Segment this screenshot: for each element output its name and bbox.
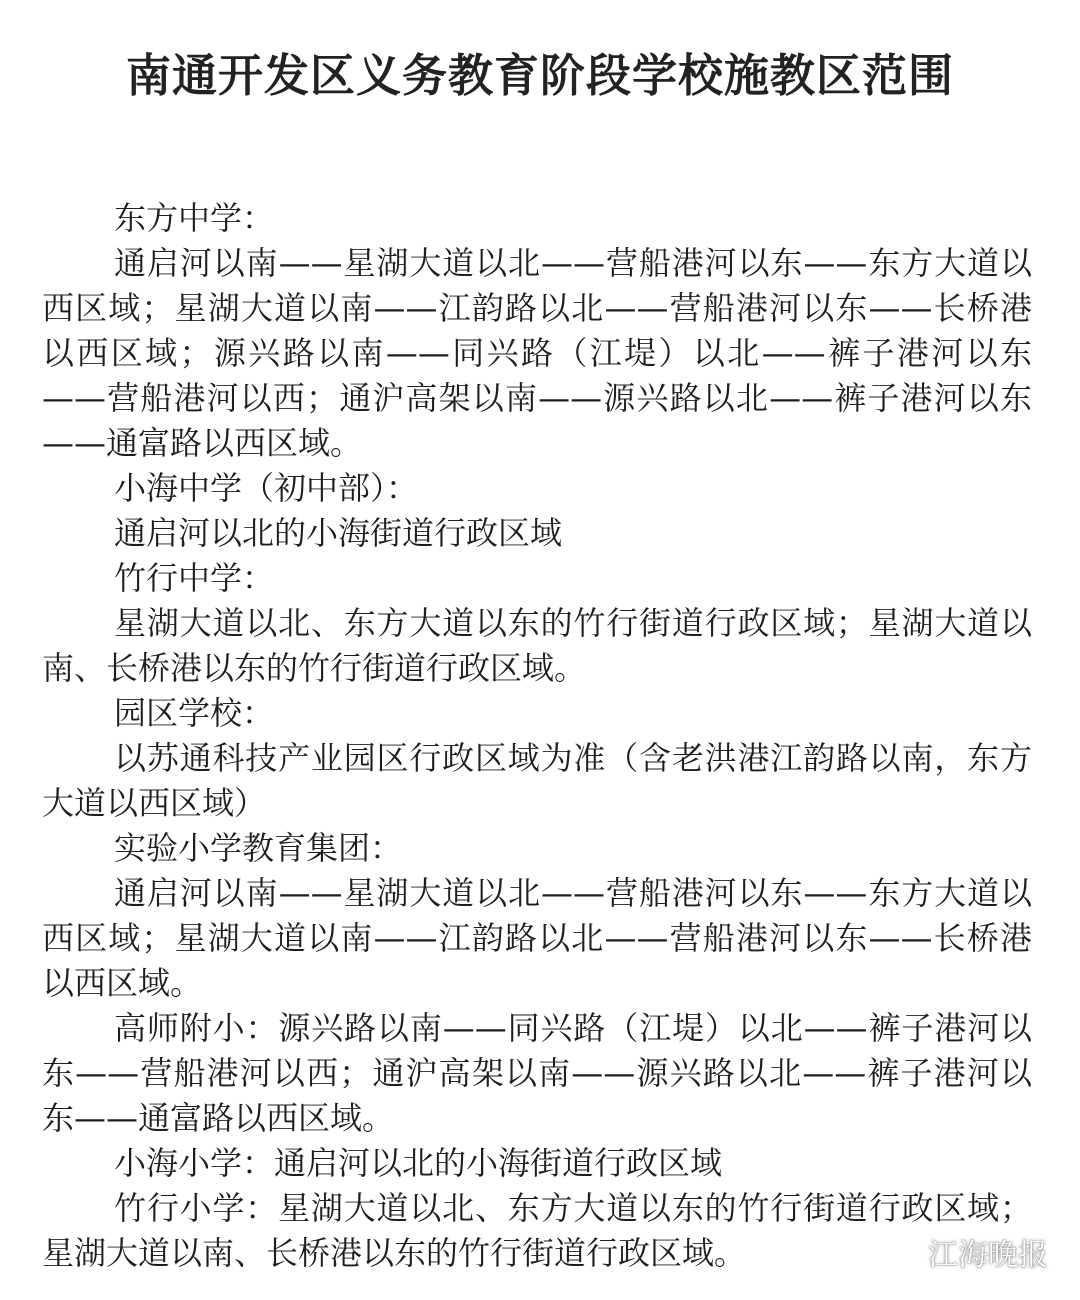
paragraph-school-district: 高师附小：源兴路以南——同兴路（江堤）以北——裤子港河以东——营船港河以西；通沪高架以南——源兴路以北——裤子港河以东——通富路以西区域。 — [42, 1009, 1032, 1137]
paragraph-school-district: 竹行小学：星湖大道以北、东方大道以东的竹行街道行政区域；星湖大道以南、长桥港以东的竹行街道行政区域。 — [42, 1189, 1032, 1272]
paragraph-school-heading: 东方中学： — [114, 199, 275, 237]
document-body — [42, 196, 1032, 1276]
paragraph-district-description: 通启河以南——星湖大道以北——营船港河以东——东方大道以西区域；星湖大道以南——江韵路以北——营船港河以东——长桥港以西区域。 — [42, 874, 1032, 1002]
paragraph-district-description: 星湖大道以北、东方大道以东的竹行街道行政区域；星湖大道以南、长桥港以东的竹行街道行政区域。 — [42, 604, 1032, 687]
wechat-icon — [880, 1236, 918, 1268]
paragraph-district-description: 通启河以北的小海街道行政区域 — [114, 514, 563, 552]
paragraph-school-district: 小海小学：通启河以北的小海街道行政区域 — [114, 1144, 723, 1182]
page-title: 南通开发区义务教育阶段学校施教区范围 — [125, 49, 954, 102]
paragraph-district-description: 以苏通科技产业园区行政区域为准（含老洪港江韵路以南，东方大道以西区域） — [42, 739, 1032, 822]
paragraph-school-heading: 竹行中学： — [114, 559, 275, 597]
watermark-text: 江海晚报 — [928, 1238, 1048, 1273]
paragraph-school-heading: 小海中学（初中部）： — [114, 469, 419, 507]
paragraph-school-heading: 园区学校： — [114, 694, 275, 732]
watermark — [880, 1230, 1048, 1274]
paragraph-school-heading: 实验小学教育集团： — [114, 829, 403, 867]
paragraph-district-description: 通启河以南——星湖大道以北——营船港河以东——东方大道以西区域；星湖大道以南——江韵路以北——营船港河以东——长桥港以西区域；源兴路以南——同兴路（江堤）以北——裤子港河以东——营船港河以西；通沪高架以南——源兴路以北——裤子港河以东——通富路以西区域。 — [42, 244, 1032, 462]
